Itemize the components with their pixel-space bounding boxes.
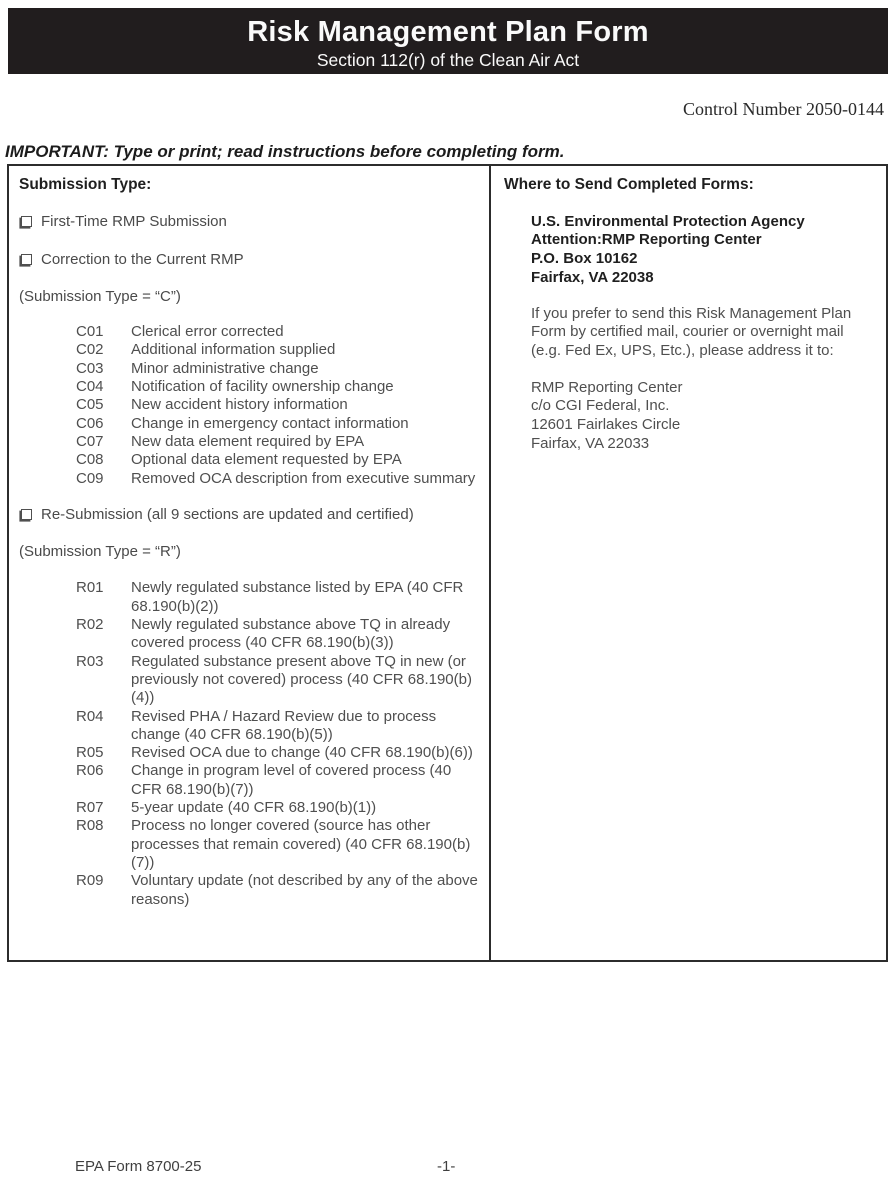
checkbox-icon[interactable] (21, 216, 32, 227)
checkbox-correction-current-rmp[interactable] (19, 251, 489, 269)
form-header-banner (8, 8, 888, 74)
submission-type-heading: Submission Type: (19, 176, 152, 193)
checkbox-icon[interactable] (21, 509, 32, 520)
code-text: Change in emergency contact information (131, 414, 409, 432)
code-id: R09 (76, 872, 104, 890)
code-id: R03 (76, 652, 104, 670)
submission-type-panel (9, 166, 491, 960)
checkbox-label: Correction to the Current RMP (41, 250, 244, 268)
checkbox-icon[interactable] (21, 254, 32, 265)
code-row (76, 360, 489, 378)
address-line: P.O. Box 10162 (531, 250, 638, 268)
code-id: R04 (76, 707, 104, 725)
code-id: R01 (76, 579, 104, 597)
code-row (76, 415, 489, 433)
address-line: Fairfax, VA 22038 (531, 268, 654, 286)
code-id: R08 (76, 817, 104, 835)
code-row (76, 744, 489, 762)
code-id: C06 (76, 414, 104, 432)
code-text: Revised PHA / Hazard Review due to process change (40 CFR 68.190(b)(5)) (131, 707, 437, 743)
code-id: R06 (76, 762, 104, 780)
code-text: Additional information supplied (131, 341, 336, 359)
code-text: Optional data element requested by EPA (131, 451, 402, 469)
code-text: Voluntary update (not described by any of the above reasons) (131, 872, 478, 908)
submission-type-r-note: (Submission Type = “R”) (19, 543, 181, 561)
code-text: Notification of facility ownership change (131, 378, 394, 396)
code-row (76, 817, 489, 872)
address-line: Attention:RMP Reporting Center (531, 231, 762, 249)
code-id: C02 (76, 341, 104, 359)
address-line: c/o CGI Federal, Inc. (531, 397, 670, 415)
control-number: Control Number 2050-0144 (683, 99, 884, 119)
code-row (76, 323, 489, 341)
form-title: Risk Management Plan Form (247, 16, 649, 48)
code-text: Newly regulated substance above TQ in already covered process (40 CFR 68.190(b)(3)) (131, 616, 451, 652)
address-line: Fairfax, VA 22033 (531, 434, 650, 452)
code-row (76, 799, 489, 817)
code-row (76, 872, 489, 909)
code-text: Clerical error corrected (131, 323, 284, 341)
checkbox-resubmission[interactable] (19, 506, 489, 524)
checkbox-label: First-Time RMP Submission (41, 213, 227, 231)
code-row (76, 762, 489, 799)
address-line: RMP Reporting Center (531, 378, 683, 396)
code-id: R02 (76, 616, 104, 634)
code-row (76, 396, 489, 414)
code-text: Newly regulated substance listed by EPA (40 CFR 68.190(b)(2)) (131, 579, 464, 615)
courier-address (531, 379, 874, 454)
code-id: C01 (76, 323, 104, 341)
code-id: C08 (76, 451, 104, 469)
code-row (76, 470, 489, 488)
code-row (76, 708, 489, 745)
code-text: Change in program level of covered process (40 CFR 68.190(b)(7)) (131, 762, 452, 798)
code-row (76, 341, 489, 359)
code-row (76, 653, 489, 708)
epa-mailing-address (531, 213, 874, 288)
main-form-box (7, 164, 888, 962)
code-id: C07 (76, 432, 104, 450)
code-id: C03 (76, 359, 104, 377)
code-id: R05 (76, 744, 104, 762)
code-id: C05 (76, 396, 104, 414)
code-id: C04 (76, 378, 104, 396)
code-row (76, 616, 489, 653)
code-text: Revised OCA due to change (40 CFR 68.190(b)(6)) (131, 744, 473, 762)
correction-codes-list (76, 323, 489, 488)
footer-page-number: -1- (437, 1158, 456, 1175)
courier-instructions: If you prefer to send this Risk Management Plan Form by certified mail, courier or overnight mail (e.g. Fed Ex, UPS, Etc.), please address it to: (531, 304, 852, 359)
important-note: IMPORTANT: Type or print; read instructions before completing form. (5, 142, 565, 161)
checkbox-label: Re-Submission (all 9 sections are updated and certified) (41, 505, 414, 523)
address-line: U.S. Environmental Protection Agency (531, 212, 805, 230)
checkbox-first-time-rmp[interactable] (19, 213, 489, 231)
code-row (76, 451, 489, 469)
where-to-send-panel (491, 166, 886, 960)
resubmission-codes-list (76, 579, 489, 908)
code-row (76, 433, 489, 451)
form-subtitle: Section 112(r) of the Clean Air Act (316, 50, 580, 70)
code-text: New data element required by EPA (131, 432, 365, 450)
code-text: 5-year update (40 CFR 68.190(b)(1)) (131, 799, 377, 817)
code-text: Removed OCA description from executive summary (131, 469, 476, 487)
code-row (76, 579, 489, 616)
submission-type-c-note: (Submission Type = “C”) (19, 287, 181, 305)
code-text: Minor administrative change (131, 359, 319, 377)
code-text: Regulated substance present above TQ in new (or previously not covered) process (40 CFR 68.190(b)(4)) (131, 652, 472, 707)
code-id: R07 (76, 799, 104, 817)
footer-form-number: EPA Form 8700-25 (75, 1158, 202, 1175)
code-text: Process no longer covered (source has other processes that remain covered) (40 CFR 68.190(b)(7)) (131, 817, 471, 871)
where-to-send-heading: Where to Send Completed Forms: (504, 176, 754, 193)
code-row (76, 378, 489, 396)
address-line: 12601 Fairlakes Circle (531, 416, 681, 434)
code-text: New accident history information (131, 396, 348, 414)
code-id: C09 (76, 469, 104, 487)
